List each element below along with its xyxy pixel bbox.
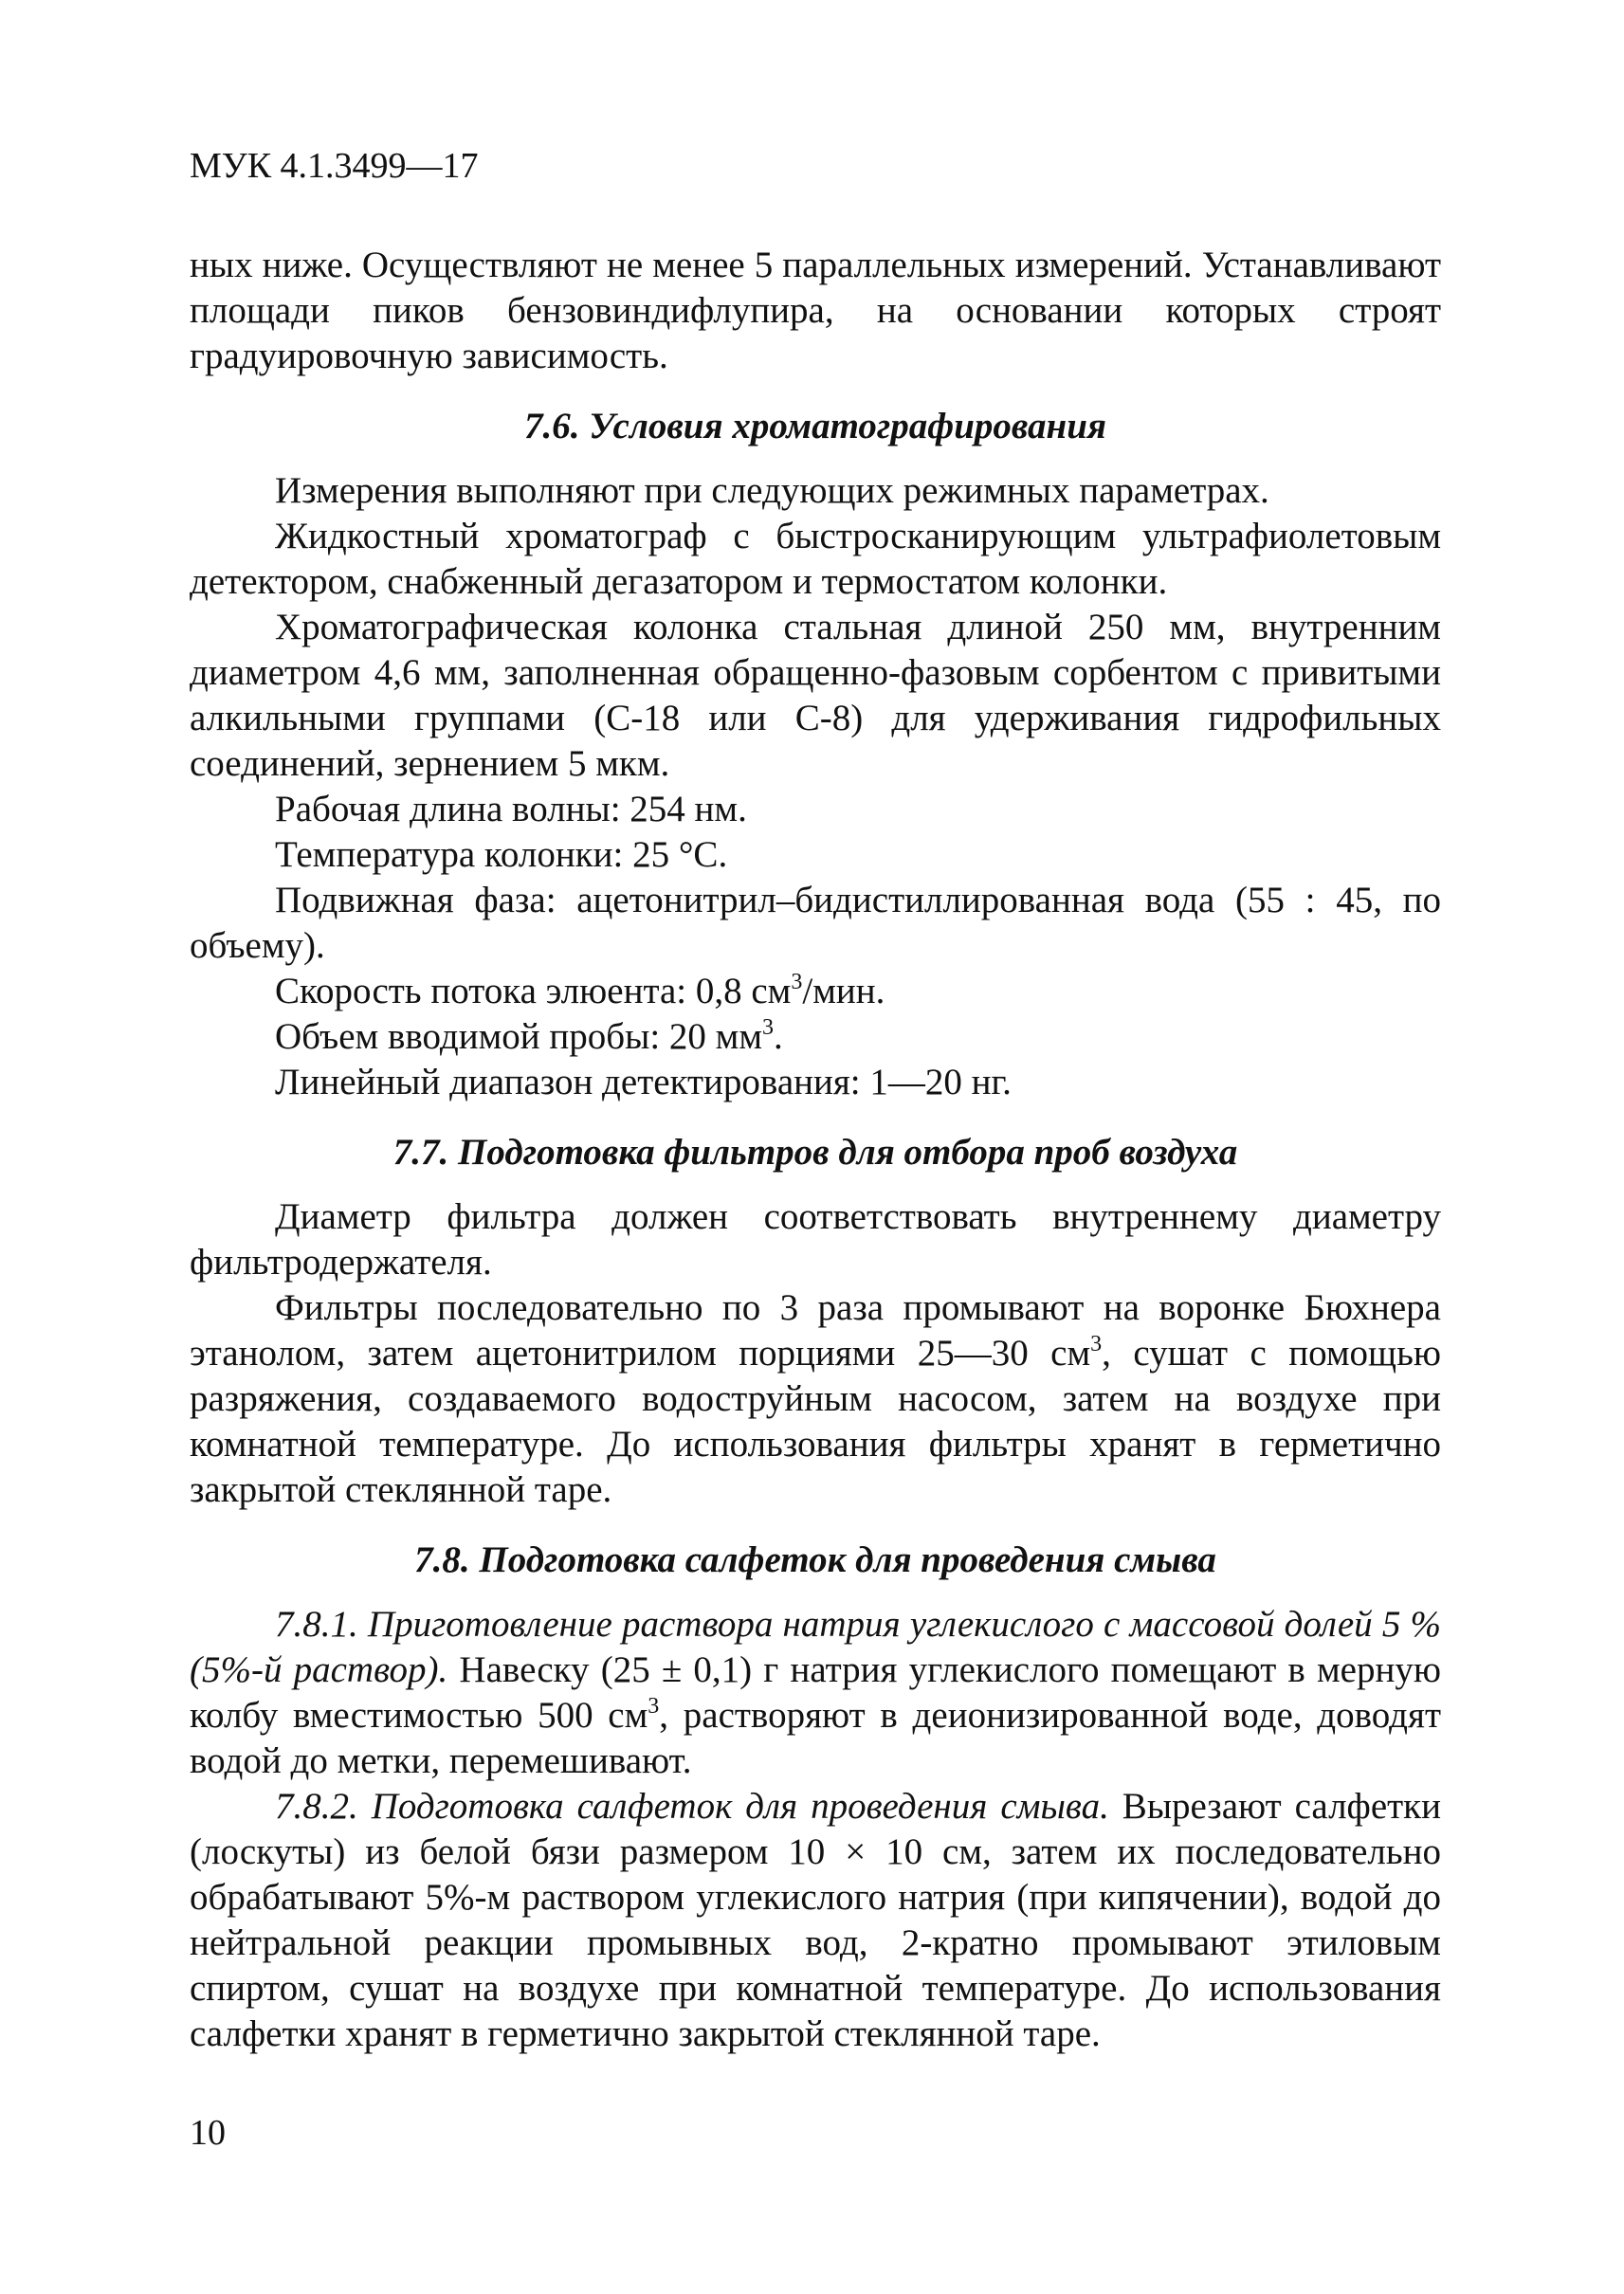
sec76-paragraph-9: Линейный диапазон детектирования: 1—20 нг. xyxy=(275,1062,1012,1102)
sec76-paragraph-8 xyxy=(190,1014,1441,1060)
section-7-6-heading: 7.6. Условия хроматографирования xyxy=(524,406,1106,446)
subsection-7-8-2-title: 7.8.2. Подготовка салфеток для проведения смыва. xyxy=(275,1786,1109,1827)
sec78-paragraph-1 xyxy=(190,1602,1441,1784)
document-header: МУК 4.1.3499—17 xyxy=(190,146,479,186)
napkin-prep-text: Вырезают салфетки (лоскуты) из белой бязи размером 10 × 10 см, затем их последовательно обрабатывают 5%-м раствором углекислого натрия (при кипячении), водой до нейтральной реакции промывных вод, 2-кратно промывают этиловым спиртом, сушат на воздухе при комнатной температуре. До использования салфетки хранят в герметично закрытой стеклянной таре. xyxy=(190,1786,1441,2054)
superscript: 3 xyxy=(1090,1332,1103,1356)
filter-wash-text: Фильтры последовательно по 3 раза промывают на воронке Бюхнера этанолом, затем ацетонитрилом порциями 25—30 см xyxy=(190,1287,1441,1374)
section-7-8-heading: 7.8. Подготовка салфеток для проведения смыва xyxy=(414,1539,1216,1580)
sec76-paragraph-3: Хроматографическая колонка стальная длиной 250 мм, внутренним диаметром 4,6 мм, заполненная обращенно-фазовым сорбентом с привитыми алкильными группами (С-18 или С-8) для удерживания гидрофильных соединений, зернением 5 мкм. xyxy=(190,607,1441,784)
sec76-paragraph-1: Измерения выполняют при следующих режимных параметрах. xyxy=(275,470,1269,511)
sec76-paragraph-6: Подвижная фаза: ацетонитрил–бидистиллированная вода (55 : 45, по объему). xyxy=(190,880,1441,966)
superscript: 3 xyxy=(762,1015,775,1040)
superscript: 3 xyxy=(648,1694,660,1719)
intro-paragraph: ных ниже. Осуществляют не менее 5 параллельных измерений. Устанавливают площади пиков бензовиндифлупира, на основании которых строят градуировочную зависимость. xyxy=(190,245,1441,376)
sec78-paragraph-2 xyxy=(190,1784,1441,2057)
solution-prep-text: Навеску (25 ± 0,1) г натрия углекислого помещают в мерную колбу вместимостью 500 см xyxy=(190,1649,1441,1736)
document-page xyxy=(190,142,1441,2057)
superscript: 3 xyxy=(791,970,803,994)
sample-volume-end: . xyxy=(774,1016,783,1057)
sec77-paragraph-2 xyxy=(190,1285,1441,1513)
sample-volume-text: Объем вводимой пробы: 20 мм xyxy=(275,1016,763,1057)
page-number: 10 xyxy=(190,2113,226,2153)
sec76-paragraph-7 xyxy=(190,969,1441,1014)
sec76-paragraph-5: Температура колонки: 25 °С. xyxy=(275,834,728,875)
sec76-paragraph-2: Жидкостный хроматограф с быстросканирующим ультрафиолетовым детектором, снабженный дегазатором и термостатом колонки. xyxy=(190,516,1441,602)
sec76-paragraph-4: Рабочая длина волны: 254 нм. xyxy=(275,789,747,829)
subsection-7-8-1-title: 7.8.1. Приготовление раствора натрия углекислого с массовой долей 5 % (5%-й раствор). xyxy=(190,1604,1441,1690)
solution-prep-text-cont: , растворяют в деионизированной воде, доводят водой до метки, перемешивают. xyxy=(190,1695,1441,1781)
sec77-paragraph-1: Диаметр фильтра должен соответствовать внутреннему диаметру фильтродержателя. xyxy=(190,1196,1441,1283)
section-7-7-heading: 7.7. Подготовка фильтров для отбора проб воздуха xyxy=(392,1132,1238,1173)
filter-wash-text-cont: , сушат с помощью разряжения, создаваемого водоструйным насосом, затем на воздухе при комнатной температуре. До использования фильтры хранят в герметично закрытой стеклянной таре. xyxy=(190,1333,1441,1510)
flow-rate-unit: /мин. xyxy=(802,971,885,1011)
flow-rate-text: Скорость потока элюента: 0,8 см xyxy=(275,971,792,1011)
